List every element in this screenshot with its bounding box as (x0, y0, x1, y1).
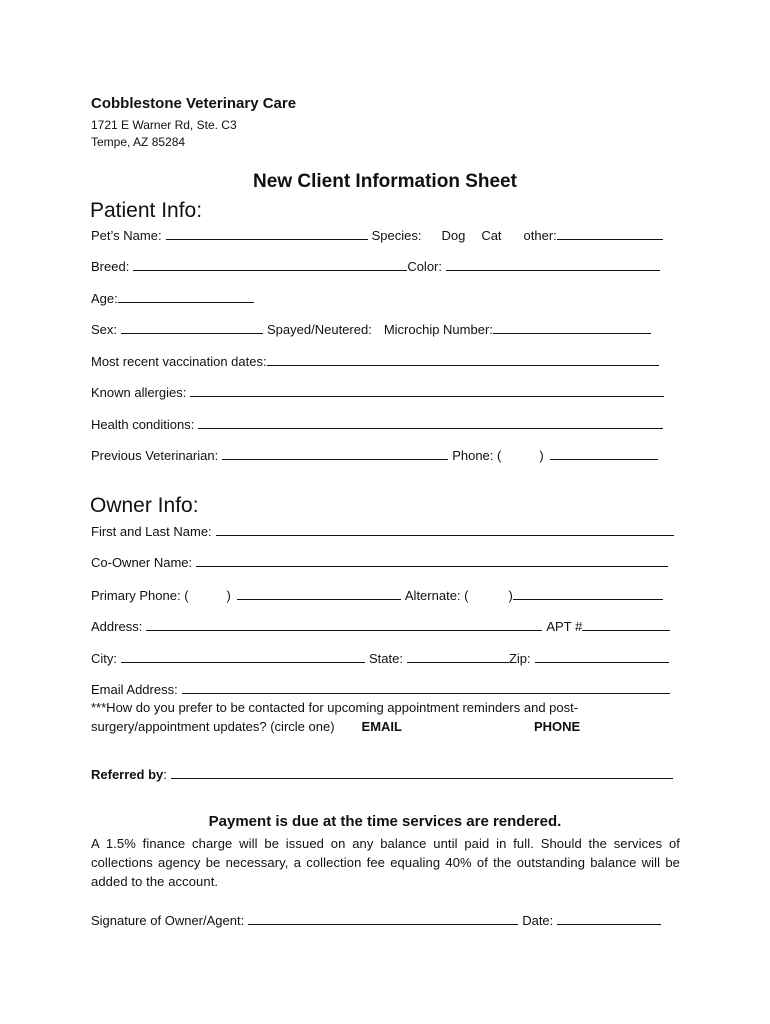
sex-label: Sex: (91, 322, 118, 337)
contact-question-text2: surgery/appointment updates? (circle one) (91, 719, 335, 734)
breed-label: Breed: (91, 259, 130, 274)
date-field[interactable] (557, 911, 661, 925)
city-field[interactable] (121, 649, 365, 663)
referred-colon: : (163, 767, 167, 782)
allergies-label: Known allergies: (91, 385, 187, 400)
primary-phone-label: Primary Phone: ( (91, 588, 189, 603)
referred-field[interactable] (171, 765, 673, 779)
previous-vet-phone-label: Phone: ( (452, 448, 502, 463)
clinic-address-line1: 1721 E Warner Rd, Ste. C3 (91, 118, 237, 132)
previous-vet-row (91, 446, 658, 465)
primary-phone-paren: ) (226, 588, 231, 603)
vaccination-row (91, 352, 659, 371)
patient-info-heading: Patient Info: (90, 199, 203, 222)
owner-info-heading: Owner Info: (90, 494, 199, 517)
city-label: City: (91, 651, 117, 666)
signature-field[interactable] (248, 911, 518, 925)
pet-name-row (91, 226, 663, 245)
apt-label: APT # (546, 619, 583, 634)
contact-question-line2 (91, 718, 580, 736)
age-field[interactable] (118, 289, 254, 303)
health-conditions-row (91, 415, 663, 434)
species-other-field[interactable] (557, 226, 663, 240)
vaccination-field[interactable] (267, 352, 659, 366)
email-label: Email Address: (91, 682, 178, 697)
owner-name-label: First and Last Name: (91, 524, 212, 539)
state-field[interactable] (407, 649, 509, 663)
previous-vet-phone-field[interactable] (550, 446, 658, 460)
previous-vet-label: Previous Veterinarian: (91, 448, 219, 463)
microchip-field[interactable] (493, 320, 651, 334)
breed-row (91, 257, 660, 276)
payment-heading: Payment is due at the time services are rendered. (208, 813, 562, 830)
email-row (91, 680, 670, 699)
health-conditions-label: Health conditions: (91, 417, 195, 432)
alternate-phone-paren: ) (508, 588, 513, 603)
spayed-neutered-label[interactable]: Spayed/Neutered: (267, 322, 372, 337)
signature-label: Signature of Owner/Agent: (91, 913, 245, 928)
sex-row (91, 320, 651, 339)
color-label: Color: (407, 259, 442, 274)
contact-option-phone[interactable]: PHONE (533, 719, 581, 734)
health-conditions-field[interactable] (198, 415, 663, 429)
referred-row (91, 765, 673, 784)
coowner-label: Co-Owner Name: (91, 555, 193, 570)
previous-vet-phone-paren: ) (539, 448, 544, 463)
species-other-label: other: (523, 228, 557, 243)
contact-question-text1: ***How do you prefer to be contacted for upcoming appointment reminders and post- (91, 700, 579, 715)
allergies-row (91, 383, 664, 402)
primary-phone-field[interactable] (237, 586, 401, 600)
pet-name-label: Pet’s Name: (91, 228, 162, 243)
species-cat-option[interactable]: Cat (481, 228, 502, 243)
form-title: New Client Information Sheet (253, 171, 517, 192)
previous-vet-field[interactable] (222, 446, 448, 460)
zip-label: Zip: (508, 651, 531, 666)
color-field[interactable] (446, 257, 660, 271)
zip-field[interactable] (535, 649, 669, 663)
alternate-phone-label: Alternate: ( (404, 588, 469, 603)
address-row (91, 617, 670, 636)
clinic-name: Cobblestone Veterinary Care (91, 95, 297, 112)
breed-field[interactable] (133, 257, 407, 271)
alternate-phone-field[interactable] (513, 586, 663, 600)
age-row (91, 289, 254, 308)
species-label: Species: (371, 228, 422, 243)
payment-terms: A 1.5% finance charge will be issued on any balance until paid in full. Should the services of collections agency be necessary, a collection fee equaling 40% of the outstanding balance will be added to the account. (91, 836, 680, 889)
owner-name-field[interactable] (216, 522, 674, 536)
pet-name-field[interactable] (166, 226, 368, 240)
apt-field[interactable] (582, 617, 670, 631)
address-field[interactable] (146, 617, 542, 631)
coowner-field[interactable] (196, 553, 668, 567)
sex-field[interactable] (121, 320, 263, 334)
state-label: State: (369, 651, 403, 666)
city-row (91, 649, 669, 668)
allergies-field[interactable] (190, 383, 664, 397)
email-field[interactable] (182, 680, 670, 694)
address-label: Address: (91, 619, 143, 634)
microchip-label: Microchip Number: (383, 322, 493, 337)
referred-label: Referred by (91, 767, 164, 782)
contact-option-email[interactable]: EMAIL (361, 719, 402, 734)
age-label: Age: (91, 291, 118, 306)
species-dog-option[interactable]: Dog (441, 228, 466, 243)
phone-row (91, 586, 663, 605)
owner-name-row (91, 522, 674, 541)
coowner-row (91, 553, 668, 572)
date-label: Date: (522, 913, 554, 928)
signature-row (91, 911, 661, 930)
contact-question-line1 (91, 699, 578, 717)
clinic-address-line2: Tempe, AZ 85284 (91, 135, 186, 149)
vaccination-label: Most recent vaccination dates: (91, 354, 267, 369)
